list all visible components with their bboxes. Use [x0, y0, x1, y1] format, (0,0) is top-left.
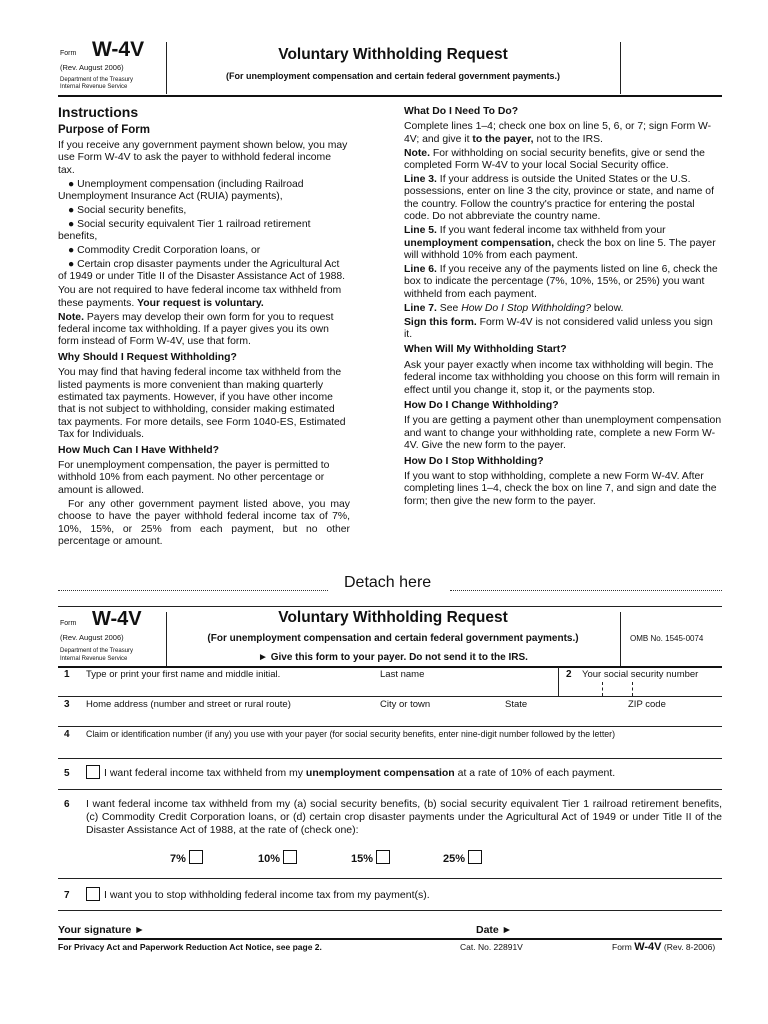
line5-text: Line 5. If you want federal income tax withheld from your unemployment compensation, check the box on line 5. The payer will withhold 10% from each payment. — [404, 225, 716, 261]
change-text: If you are getting a payment other than unemployment compensation and want to change your withholding rate, complete a new Form W-4V. Give the new form to the payer. — [404, 415, 722, 452]
address-input[interactable] — [86, 710, 720, 724]
line7-text: Line 7. See How Do I Stop Withholding? below. — [404, 302, 624, 314]
form-title: Voluntary Withholding Request — [278, 609, 508, 626]
line6-text: Line 6. If you receive any of the payments listed on line 6, check the box to indicate the percentage (7%, 10%, 15%, or 25%) you want withheld from each payment. — [404, 263, 718, 300]
form-name: W-4V — [92, 38, 145, 61]
privacy-notice: For Privacy Act and Paperwork Reduction Act Notice, see page 2. — [58, 942, 322, 952]
stop-heading: How Do I Stop Withholding? — [404, 455, 544, 467]
line-5-number: 5 — [64, 768, 70, 779]
voluntary-text: You are not required to have federal income tax withheld from these payments. Your request is voluntary. — [58, 285, 342, 309]
rate-10-option[interactable]: 10% — [258, 850, 297, 865]
signature-label: Your signature ► — [58, 924, 145, 936]
note-text: Note. Payers may develop their own form for you to request federal income tax withholding. If a payer gives you its own form instead of Form W-4V, use that form. — [58, 311, 334, 348]
signature-input[interactable] — [158, 920, 468, 936]
department: Department of the Treasury — [60, 648, 134, 654]
city-label: City or town — [380, 699, 431, 710]
detach-line-right — [450, 590, 722, 591]
agency: Internal Revenue Service — [60, 656, 128, 662]
instructions-left — [58, 106, 350, 550]
zip-label: ZIP code — [628, 699, 666, 710]
sign-text: Sign this form. Form W-4V is not considered valid unless you sign it. — [404, 316, 713, 340]
line-5-checkbox[interactable] — [86, 765, 100, 779]
give-instruction: ► Give this form to your payer. Do not send it to the IRS. — [258, 652, 528, 663]
bullet-crop-disaster: ● Certain crop disaster payments under the Agricultural Act of 1949 or under Title II of the Disaster Assistance Act of 1988. — [58, 258, 346, 283]
line-1-label: Type or print your first name and middle initial. — [86, 669, 281, 680]
bullet-ccc-loans: ● Commodity Credit Corporation loans, or — [68, 245, 261, 257]
state-label: State — [505, 699, 528, 710]
rate-15-option[interactable]: 15% — [351, 850, 390, 865]
rate-7-checkbox[interactable] — [189, 850, 203, 864]
line-2-number: 2 — [566, 669, 572, 680]
line-7-number: 7 — [64, 890, 70, 901]
claim-number-label: Claim or identification number (if any) you use with your payer (for social security benefits, enter nine-digit number followed by the letter) — [86, 729, 616, 739]
instructions-heading: Instructions — [58, 104, 139, 120]
when-heading: When Will My Withholding Start? — [404, 344, 567, 356]
agency: Internal Revenue Service — [60, 84, 128, 90]
line-4-number: 4 — [64, 729, 70, 740]
bullet-tier1: ● Social security equivalent Tier 1 railroad retirement benefits, — [58, 218, 311, 243]
form-word: Form — [60, 50, 77, 57]
how-much-heading: How Much Can I Have Withheld? — [58, 444, 219, 456]
how-much-text-2: For any other government payment listed above, you may choose to have the payer withhold federal income tax of 7%, 10%, 15%, or 25% from each payment, but no other percentage or amount. — [58, 498, 350, 547]
line-7-checkbox[interactable] — [86, 887, 100, 901]
rate-10-checkbox[interactable] — [283, 850, 297, 864]
line-7-text: I want you to stop withholding federal income tax from my payment(s). — [104, 889, 430, 901]
date-input[interactable] — [520, 920, 720, 936]
instructions-right — [404, 106, 722, 510]
purpose-heading: Purpose of Form — [58, 124, 151, 137]
revision: (Rev. August 2006) — [60, 63, 124, 72]
line-5-text: I want federal income tax withheld from my unemployment compensation at a rate of 10% of each payment. — [104, 767, 616, 779]
page-title: Voluntary Withholding Request — [278, 46, 508, 63]
stop-text: If you want to stop withholding, complete a new Form W-4V. After completing lines 1–4, check the box on line 7, and sign and date the form; then give the new form to the payer. — [404, 470, 717, 507]
purpose-text: If you receive any government payment shown below, you may use Form W-4V to ask the payer to withhold federal income tax. — [58, 139, 348, 176]
need-heading: What Do I Need To Do? — [404, 106, 519, 117]
footer-form-id: Form W-4V (Rev. 8-2006) — [612, 941, 716, 953]
bullet-unemployment: ● Unemployment compensation (including Railroad Unemployment Insurance Act (RUIA) payments), — [58, 178, 304, 202]
ssn-label: Your social security number — [582, 669, 699, 680]
change-heading: How Do I Change Withholding? — [404, 399, 559, 411]
why-heading: Why Should I Request Withholding? — [58, 351, 237, 363]
when-text: Ask your payer exactly when income tax withholding will begin. The federal income tax withholding you choose on this form will remain in effect until you change it, stop it, or the payments stop. — [404, 359, 720, 396]
bullet-social-security: ● Social security benefits, — [68, 204, 187, 216]
rate-25-option[interactable]: 25% — [443, 850, 482, 865]
catalog-number: Cat. No. 22891V — [460, 942, 523, 952]
date-label: Date ► — [476, 924, 513, 936]
form-name: W-4V — [92, 608, 142, 630]
line3-text: Line 3. If your address is outside the United States or the U.S. possessions, enter on line 3 the city, province or state, and name of the country. Follow the country's practice for entering the postal code. Do not abbreviate the country name. — [404, 174, 714, 223]
rate-15-checkbox[interactable] — [376, 850, 390, 864]
line-6-text: I want federal income tax withheld from my (a) social security benefits, (b) social security equivalent Tier 1 railroad retirement benefits, (c) Commodity Credit Corporation loans, or (d) certain crop disaster payments under the Agricultural Act of 1949 or under Title II of the Disaster Assistance Act of 1988, at the rate of (check one): — [86, 798, 722, 836]
line-6-number: 6 — [64, 799, 70, 810]
page-subtitle: (For unemployment compensation and certain federal government payments.) — [225, 71, 561, 81]
need-text: Complete lines 1–4; check one box on line 5, 6, or 7; sign Form W-4V; and give it to the payer, not to the IRS. — [404, 121, 712, 145]
revision: (Rev. August 2006) — [60, 633, 124, 642]
line-1-number: 1 — [64, 669, 70, 680]
need-note: Note. For withholding on social security benefits, give or send the completed Form W-4V to your local Social Security office. — [404, 147, 705, 172]
form-subtitle: (For unemployment compensation and certain federal government payments.) — [207, 633, 579, 644]
ssn-input[interactable] — [562, 680, 720, 694]
how-much-text-1: For unemployment compensation, the payer is permitted to withhold 10% from each payment. No other percentage or amount is allowed. — [58, 460, 330, 496]
detach-label: Detach here — [344, 574, 432, 591]
last-name-label: Last name — [380, 669, 425, 680]
detach-line-left — [58, 590, 328, 591]
department: Department of the Treasury — [60, 77, 134, 83]
rate-7-option[interactable]: 7% — [170, 850, 203, 865]
name-input[interactable] — [86, 680, 556, 694]
address-label: Home address (number and street or rural route) — [86, 699, 291, 710]
line-3-number: 3 — [64, 699, 70, 710]
why-text: You may find that having federal income tax withheld from the listed payments is more convenient than making quarterly estimated tax payments. However, if you have other income that is not subject to withholding, consider making estimated tax payments. For more details, see Form 1040-ES, Estimated Tax for Individuals. — [58, 367, 346, 441]
form-word: Form — [60, 620, 77, 627]
claim-number-input[interactable] — [86, 740, 720, 756]
omb-number: OMB No. 1545-0074 — [630, 634, 704, 643]
rate-25-checkbox[interactable] — [468, 850, 482, 864]
